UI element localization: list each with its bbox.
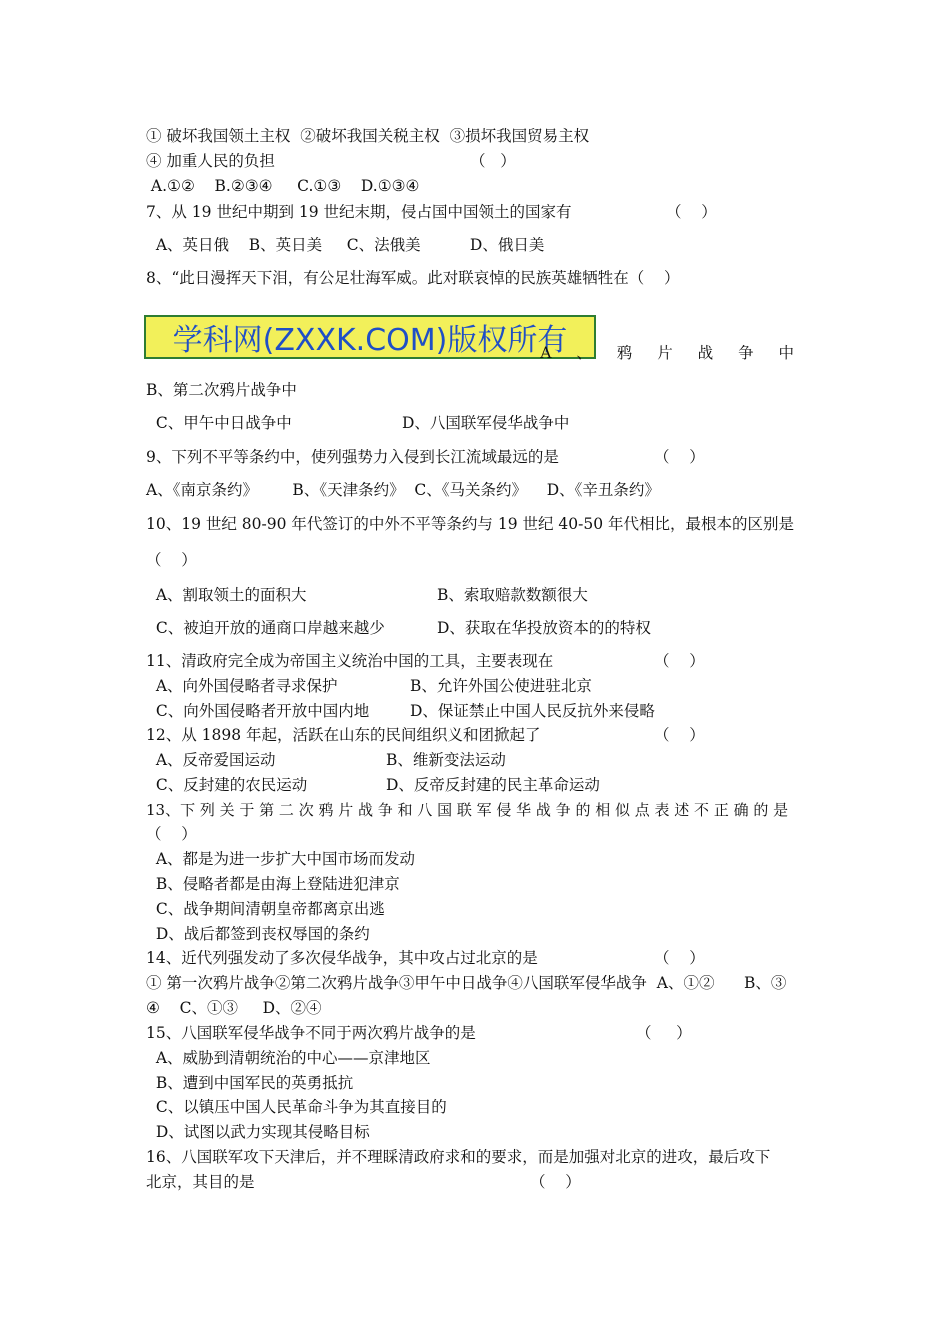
q11-choice-b: B、允许外国公使进驻北京 [410,677,592,695]
q8-stem: 8、“此日漫挥天下泪，有公足壮海军威。此对联哀悼的民族英雄牺牲在（ ） [146,269,680,287]
q12-choice-a: A、反帝爱国运动 [146,751,276,769]
q15-choice-b: B、遭到中国军民的英勇抵抗 [146,1074,354,1092]
q6-options-line-1: ① 破坏我国领土主权 ②破坏我国关税主权 ③损坏我国贸易主权 [146,127,590,145]
q11-choice-c: C、向外国侵略者开放中国内地 [146,702,370,720]
q12-choice-d: D、反帝反封建的民主革命运动 [386,776,600,794]
q9-answer-blank: （ ） [654,448,705,466]
q12-choice-b: B、维新变法运动 [386,751,506,769]
q14-options-line-1: ① 第一次鸦片战争②第二次鸦片战争③甲午中日战争④八国联军侵华战争 A、①② B、③ [146,974,787,992]
q15-choice-a: A、威胁到清朝统治的中心——京津地区 [146,1049,431,1067]
q15-stem: 15、八国联军侵华战争不同于两次鸦片战争的是 [146,1024,476,1042]
q7-stem: 7、从 19 世纪中期到 19 世纪末期，侵占国中国领土的国家有 [146,203,572,221]
q10-stem: 10、19 世纪 80-90 年代签订的中外不平等条约与 19 世纪 40-50 年代相比，最根本的区别是 [146,515,795,533]
watermark-logo [144,315,596,359]
q8-choice-d: D、八国联军侵华战争中 [402,414,570,432]
q13-choice-c: C、战争期间清朝皇帝都离京出逃 [146,900,385,918]
q12-answer-blank: （ ） [654,726,705,744]
q16-stem-line-2: 北京，其目的是 [146,1173,255,1191]
q16-answer-blank: （ ） [530,1173,581,1191]
q15-choice-d: D、试图以武力实现其侵略目标 [146,1123,370,1141]
q10-choice-b: B、索取赔款数额很大 [437,586,588,604]
q15-choice-c: C、以镇压中国人民革命斗争为其直接目的 [146,1098,447,1116]
q10-choice-c: C、被迫开放的通商口岸越来越少 [146,619,385,637]
q11-answer-blank: （ ） [654,652,705,670]
q6-answer-blank: （ ） [470,152,516,170]
q14-answer-blank: （ ） [654,949,705,967]
q14-stem: 14、近代列强发动了多次侵华战争，其中攻占过北京的是 [146,949,538,967]
q8-choice-c: C、甲午中日战争中 [146,414,292,432]
q10-answer-blank: （ ） [146,551,197,569]
q10-choice-a: A、割取领土的面积大 [146,586,307,604]
q13-choice-d: D、战后都签到丧权辱国的条约 [146,925,370,943]
q6-choices: A.①② B.②③④ C.①③ D.①③④ [146,177,420,195]
q11-choice-a: A、向外国侵略者寻求保护 [146,677,338,695]
q9-stem: 9、下列不平等条约中，使列强势力入侵到长江流域最远的是 [146,448,559,466]
q10-choice-d: D、获取在华投放资本的的特权 [437,619,651,637]
q12-stem: 12、从 1898 年起，活跃在山东的民间组织义和团掀起了 [146,726,541,744]
q13-answer-blank: （ ） [146,825,197,843]
q9-choices: A、《南京条约》 B、《天津条约》 C、《马关条约》 D、《辛丑条约》 [146,481,660,499]
q7-choices: A、英日俄 B、英日美 C、法俄美 D、俄日美 [146,236,545,254]
q8-choice-a: A 、 鸦 片 战 争 中 [540,344,804,362]
q16-stem-line-1: 16、八国联军攻下天津后，并不理睬清政府求和的要求，而是加强对北京的进攻，最后攻下 [146,1148,771,1166]
q11-choice-d: D、保证禁止中国人民反抗外来侵略 [410,702,655,720]
q13-stem: 13、下 列 关 于 第 二 次 鸦 片 战 争 和 八 国 联 军 侵 华 战 争 的 相 似 点 表 述 不 正 确 的 是 [146,801,789,819]
q13-choice-b: B、侵略者都是由海上登陆进犯津京 [146,875,400,893]
q8-choice-b: B、第二次鸦片战争中 [146,381,297,399]
q15-answer-blank: （ ） [636,1024,692,1042]
q14-options-line-2: ④ C、①③ D、②④ [146,999,322,1017]
q7-answer-blank: （ ） [666,203,717,221]
q6-options-line-2: ④ 加重人民的负担 [146,152,275,170]
watermark-text: 学科网(ZXXK.COM)版权所有 [172,323,568,358]
q13-choice-a: A、都是为进一步扩大中国市场而发动 [146,850,416,868]
q12-choice-c: C、反封建的农民运动 [146,776,308,794]
q11-stem: 11、清政府完全成为帝国主义统治中国的工具，主要表现在 [146,652,554,670]
